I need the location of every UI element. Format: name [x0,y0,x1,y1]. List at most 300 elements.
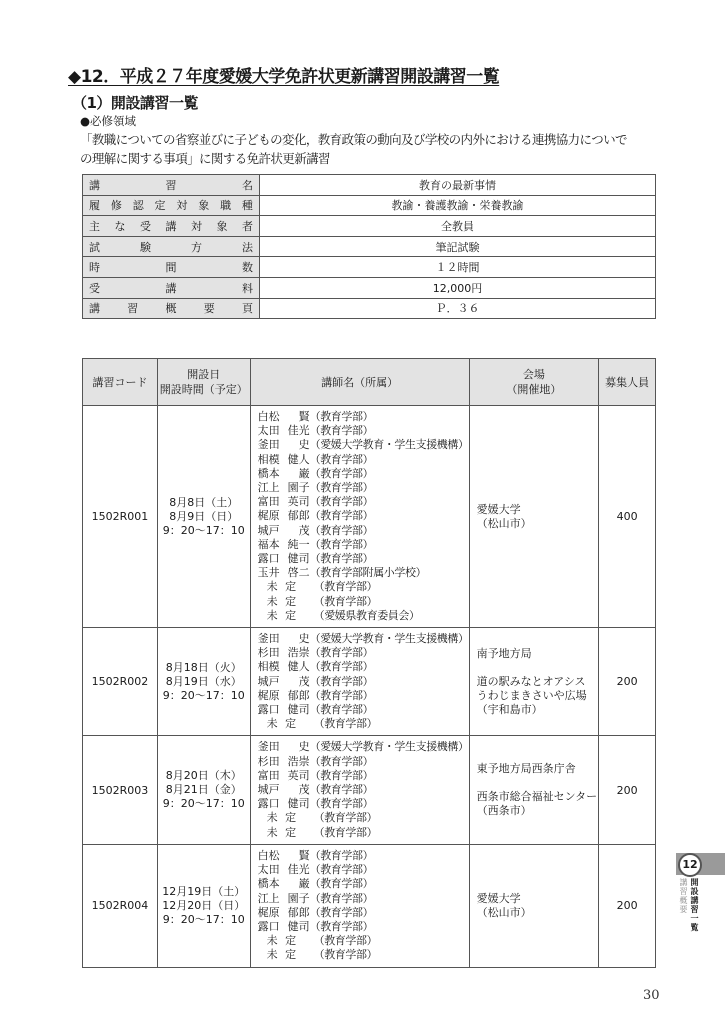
info-label-char: 概 [165,302,177,316]
date-line: 8月19日（水） [165,674,242,688]
info-value: １２時間 [260,257,656,278]
instructor-surname: 未 [266,717,278,731]
instructor-surname: 梶原 [257,688,280,702]
info-label-char: 講 [89,178,100,192]
side-index-category: 講習概要 [679,878,688,914]
info-label-char: 修 [110,199,122,213]
instructor-name [258,552,310,566]
description-line: の理解に関する事項」に関する免許状更新講習 [80,151,330,166]
venue-line: （松山市） [476,516,532,530]
instructor-affiliation: （教育学部） [309,768,374,782]
instructor-affiliation: （教育学部） [309,495,374,509]
date-line: 9：20～17：10 [162,523,245,537]
instructor [258,646,469,660]
header-venue [469,359,599,406]
header-date-line1: 開設日 [187,368,221,381]
instructor-surname: 橋本 [257,877,280,891]
instructor-surname: 梶原 [257,509,280,523]
instructor-affiliation: （愛媛大学教育・学生支援機構） [309,740,469,754]
section-subtitle: （1）開設講習一覧 [72,94,198,112]
instructor-name [258,740,310,754]
instructor-name [258,609,310,623]
instructor-affiliation: （教育学部） [313,811,378,825]
info-label-char: 間 [165,261,177,275]
header-capacity: 募集人員 [599,359,656,406]
instructor [258,769,469,783]
instructor-affiliation: （愛媛大学教育・学生支援機構） [309,632,469,646]
instructor-affiliation: （教育学部） [309,703,374,717]
course-schedule-table [82,358,656,968]
instructor [258,863,469,877]
instructor-name [258,495,310,509]
instructor-name [258,863,310,877]
date-line: 8月20日（木） [165,769,242,783]
instructor [258,797,469,811]
instructor-affiliation: （教育学部） [309,537,374,551]
info-label-char: 法 [242,240,253,254]
instructor-affiliation: （教育学部） [309,674,374,688]
instructor-surname: 梶原 [257,905,280,919]
instructor-surname: 杉田 [257,754,280,768]
info-label-char: 主 [89,219,100,233]
instructor-given-name: 郁郎 [287,509,310,523]
instructor-affiliation: （教育学部） [309,646,374,660]
instructor-list [250,736,469,844]
instructor-given-name: 健人 [287,660,310,674]
instructor-surname: 釜田 [257,438,280,452]
instructor-surname: 城戸 [257,674,280,688]
info-label-char: 方 [191,240,202,254]
instructor [258,703,469,717]
instructor-name [258,934,310,948]
venue-line: 愛媛大学 [476,891,521,905]
info-label-char: 試 [89,240,100,254]
instructor-surname: 富田 [257,495,280,509]
instructor-affiliation: （教育学部） [309,891,374,905]
instructor-surname: 白松 [257,410,280,423]
instructor-affiliation: （愛媛県教育委員会） [313,608,420,622]
instructor-affiliation: （教育学部） [313,825,378,839]
course-code: 1502R004 [83,844,158,967]
instructor-given-name: 史 [298,438,310,452]
instructor-surname: 富田 [257,768,280,782]
instructor-given-name: 定 [285,934,297,948]
instructor-list [250,844,469,967]
info-label-char: 名 [242,178,253,192]
info-label-char: 受 [140,219,151,233]
info-label-char: 数 [242,261,253,275]
instructor-name [258,660,310,674]
course-row [83,628,656,736]
instructor-surname: 露口 [257,797,280,811]
instructor-name [258,849,310,863]
instructor-given-name: 定 [285,717,297,731]
instructor-name [258,509,310,523]
instructor-affiliation: （教育学部） [309,523,374,537]
instructor-affiliation: （教育学部） [309,919,374,933]
instructor-surname: 未 [266,811,278,825]
venue-line: 西条市総合福祉センター [476,790,598,804]
capacity: 200 [599,628,656,736]
domain-label: ●必修領域 [80,114,137,128]
instructor-affiliation: （教育学部） [309,877,374,891]
instructor-given-name: 英司 [287,495,310,509]
header-code: 講習コード [83,359,158,406]
instructor-given-name: 園子 [287,891,310,905]
course-code: 1502R001 [83,406,158,628]
instructor-surname: 太田 [257,424,280,438]
venue-line: （宇和島市） [476,702,543,716]
instructor-name [258,438,310,452]
venue [469,736,599,844]
course-code: 1502R002 [83,628,158,736]
instructor-affiliation: （教育学部） [309,452,374,466]
venue-spacer [477,661,598,675]
page-title: ◆12．平成２７年度愛媛大学免許状更新講習開設講習一覧 [68,67,500,87]
info-label [83,236,260,257]
info-label-char: 験 [140,240,151,254]
instructor-name [258,632,310,646]
instructor-affiliation: （教育学部） [313,580,378,594]
instructor-given-name: 定 [285,608,297,622]
info-label-char: 種 [241,199,253,213]
instructor-affiliation: （教育学部） [309,863,374,877]
instructor-surname: 未 [266,594,278,608]
course-dates [157,844,250,967]
header-venue-line2: （開催地） [506,383,562,396]
course-code: 1502R003 [83,736,158,844]
header-instructors: 講師名（所属） [250,359,469,406]
info-label-char: 講 [165,281,177,295]
instructor-affiliation: （教育学部） [309,509,374,523]
instructor-given-name: 定 [285,594,297,608]
venue-line: うわじまきさいや広場 [476,688,587,702]
instructor [258,609,469,623]
instructor [258,717,469,731]
instructor-name [258,906,310,920]
description [80,130,660,168]
instructor-affiliation: （教育学部） [309,688,374,702]
instructor [258,552,469,566]
venue-line: （西条市） [476,804,532,818]
info-label [83,277,260,298]
instructor-affiliation: （教育学部） [309,552,374,566]
instructor-affiliation: （教育学部） [309,424,374,438]
course-dates [157,406,250,628]
instructor-name [258,755,310,769]
venue-line: 道の駅みなとオアシス [476,674,586,688]
instructor-surname: 太田 [257,863,280,877]
instructor-surname: 橋本 [257,466,280,480]
date-line: 8月18日（火） [165,660,242,674]
instructor-surname: 釜田 [257,632,280,646]
instructor [258,675,469,689]
instructor-surname: 相模 [257,452,280,466]
instructor [258,934,469,948]
instructor-surname: 釜田 [257,740,280,754]
instructor-given-name: 茂 [298,783,310,797]
instructor-given-name: 茂 [298,674,310,688]
instructor-surname: 未 [266,608,278,622]
instructor-affiliation: （教育学部） [309,754,374,768]
instructor-name [258,538,310,552]
instructor-given-name: 英司 [287,768,310,782]
course-row [83,844,656,967]
instructor-affiliation: （教育学部） [309,410,374,423]
venue-line: （松山市） [476,905,532,919]
instructor-given-name: 佳光 [287,863,310,877]
instructor-surname: 未 [266,825,278,839]
instructor-name [258,826,310,840]
instructor-surname: 福本 [257,537,280,551]
instructor-name [258,877,310,891]
instructor-affiliation: （愛媛大学教育・学生支援機構） [309,438,469,452]
description-line: 「教職についての省察並びに子どもの変化，教育政策の動向及び学校の内外における連携協力についで [80,132,627,147]
header-date-line2: 開設時間（予定） [159,383,248,396]
instructor-name [258,424,310,438]
instructor-surname: 城戸 [257,783,280,797]
info-label-char: 対 [176,199,188,213]
instructor-name [258,797,310,811]
instructor-affiliation: （教育学部） [309,905,374,919]
date-line: 8月8日（土） [169,495,239,509]
instructor-surname: 江上 [257,891,280,905]
course-dates [157,736,250,844]
venue-line: 愛媛大学 [476,502,521,516]
instructor-given-name: 園子 [287,481,310,495]
instructor-given-name: 健人 [287,452,310,466]
instructor-name [258,920,310,934]
instructor-name [258,811,310,825]
capacity: 200 [599,844,656,967]
instructor-surname: 露口 [257,703,280,717]
info-label-char: 象 [198,199,210,213]
instructor-given-name: 史 [298,632,310,646]
instructor-name [258,595,310,609]
info-label [83,195,260,216]
instructor-given-name: 佳光 [287,424,310,438]
instructor-affiliation: （教育学部附属小学校） [309,566,427,580]
instructor [258,849,469,863]
instructor-given-name: 巌 [298,877,310,891]
instructor-affiliation: （教育学部） [309,481,374,495]
instructor [258,566,469,580]
instructor [258,453,469,467]
instructor [258,811,469,825]
instructor [258,509,469,523]
venue [469,628,599,736]
instructor [258,632,469,646]
info-label-char: 料 [242,281,253,295]
instructor-surname: 江上 [257,481,280,495]
info-label-char: 職 [220,199,232,213]
instructor-given-name: 浩崇 [287,646,310,660]
instructor-name [258,892,310,906]
instructor [258,467,469,481]
instructor-given-name: 賢 [298,410,310,423]
instructor-given-name: 健司 [287,797,310,811]
info-label-char: 定 [154,199,166,213]
instructor-list [250,406,469,628]
instructor [258,740,469,754]
venue [469,844,599,967]
info-label-char: 習 [165,178,177,192]
instructor-surname: 露口 [257,919,280,933]
instructor-surname: 相模 [257,660,280,674]
info-label-char: 者 [242,219,253,233]
instructor-surname: 露口 [257,552,280,566]
instructor [258,481,469,495]
instructor-name [258,580,310,594]
instructor [258,595,469,609]
info-label-char: 講 [165,219,177,233]
instructor-name [258,675,310,689]
instructor-affiliation: （教育学部） [309,466,374,480]
info-value: 教育の最新事情 [260,175,656,196]
date-line: 12月19日（土） [162,884,246,898]
page-number: 30 [643,988,660,1003]
instructor [258,689,469,703]
info-value: 全教員 [260,216,656,237]
instructor-name [258,783,310,797]
side-index-number: 12 [678,853,702,877]
date-line: 9：20～17：10 [162,688,245,702]
instructor-name [258,481,310,495]
info-label-char: 講 [89,302,100,316]
instructor-name [258,453,310,467]
instructor-surname: 玉井 [257,566,280,580]
instructor-given-name: 浩崇 [287,754,310,768]
instructor [258,524,469,538]
info-label-char: 認 [132,199,144,213]
instructor [258,892,469,906]
instructor [258,660,469,674]
date-line: 8月9日（日） [169,509,239,523]
info-label-char: な [114,219,126,233]
instructor-surname: 未 [266,580,278,594]
instructor-name [258,703,310,717]
info-row [83,236,656,257]
venue-line: 南予地方局 [476,646,532,660]
info-label-char: 受 [89,281,100,295]
instructor-given-name: 定 [285,948,297,962]
info-label-char: 時 [89,261,100,275]
info-value: Ｐ．３６ [260,298,656,319]
instructor [258,438,469,452]
instructor-given-name: 定 [285,580,297,594]
instructor-given-name: 定 [285,825,297,839]
instructor-list [250,628,469,736]
info-row [83,195,656,216]
instructor [258,920,469,934]
instructor-surname: 城戸 [257,523,280,537]
instructor [258,755,469,769]
instructor-given-name: 健司 [287,703,310,717]
info-label [83,216,260,237]
info-value: 筆記試験 [260,236,656,257]
info-label [83,298,260,319]
info-row [83,216,656,237]
instructor-given-name: 巌 [298,466,310,480]
instructor-affiliation: （教育学部） [313,594,378,608]
instructor-affiliation: （教育学部） [313,717,378,731]
side-index-section: 開設講習一覧 [690,878,699,932]
instructor-name [258,410,310,424]
instructor-given-name: 健司 [287,919,310,933]
instructor [258,580,469,594]
capacity: 200 [599,736,656,844]
info-row [83,175,656,196]
course-dates [157,628,250,736]
date-line: 9：20～17：10 [162,912,245,926]
instructor-name [258,467,310,481]
header-date [157,359,250,406]
instructor-affiliation: （教育学部） [309,660,374,674]
instructor-name [258,769,310,783]
instructor [258,877,469,891]
course-row [83,406,656,628]
date-line: 8月21日（金） [165,783,242,797]
instructor-name [258,948,310,962]
instructor [258,826,469,840]
instructor-name [258,689,310,703]
date-line: 12月20日（日） [162,898,246,912]
instructor-surname: 杉田 [257,646,280,660]
info-label-char: 象 [216,219,228,233]
instructor-given-name: 賢 [298,848,310,862]
info-label [83,257,260,278]
course-row [83,736,656,844]
instructor [258,424,469,438]
instructor-affiliation: （教育学部） [309,797,374,811]
instructor-given-name: 史 [298,740,310,754]
instructor [258,410,469,424]
instructor-affiliation: （教育学部） [309,848,374,862]
instructor [258,783,469,797]
instructor-surname: 未 [266,948,278,962]
info-value: 教諭・養護教諭・栄養教諭 [260,195,656,216]
instructor-given-name: 健司 [287,552,310,566]
instructor [258,495,469,509]
instructor-given-name: 茂 [298,523,310,537]
info-label-char: 対 [191,219,202,233]
header-venue-line1: 会場 [522,368,545,381]
venue [469,406,599,628]
instructor-affiliation: （教育学部） [313,948,378,962]
info-label-char: 要 [203,302,215,316]
venue-spacer [477,776,598,790]
info-label [83,175,260,196]
course-info-table [82,174,656,319]
instructor-affiliation: （教育学部） [309,783,374,797]
instructor [258,906,469,920]
date-line: 9：20～17：10 [162,797,245,811]
instructor [258,948,469,962]
instructor-affiliation: （教育学部） [313,934,378,948]
instructor-surname: 未 [266,934,278,948]
instructor-given-name: 郁郎 [287,905,310,919]
table-header-row [83,359,656,406]
info-row [83,257,656,278]
info-row [83,298,656,319]
info-label-char: 頁 [242,302,253,316]
info-value: 12,000円 [260,277,656,298]
venue-line: 東予地方局西条庁舎 [476,762,576,776]
info-label-char: 習 [127,302,139,316]
capacity: 400 [599,406,656,628]
instructor-given-name: 定 [285,811,297,825]
instructor-surname: 白松 [257,848,280,862]
